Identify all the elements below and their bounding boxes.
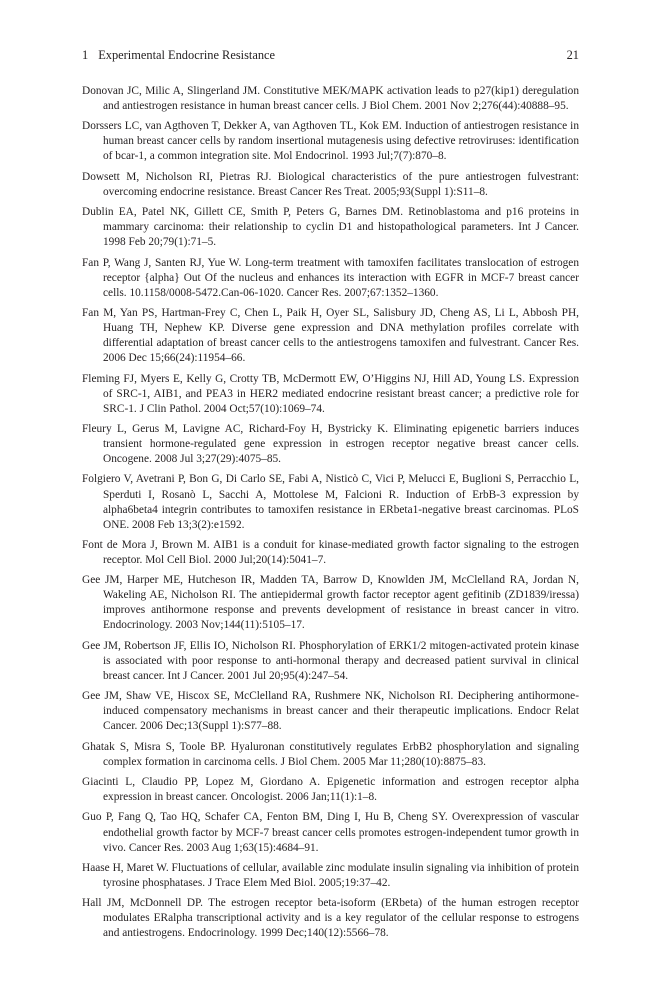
reference-item: Dorssers LC, van Agthoven T, Dekker A, van Agthoven TL, Kok EM. Induction of antiestrogen resistance in human breast cancer cells by random insertional mutagenesis using defective retroviruses: identification of bcar-1, a common integration site. Mol Endocrinol. 1993 Jul;7(7):870–8. [82, 120, 579, 163]
reference-item: Dublin EA, Patel NK, Gillett CE, Smith P, Peters G, Barnes DM. Retinoblastoma and p16 proteins in mammary carcinoma: their relationship to cyclin D1 and histopathological parameters. Int J Cancer. 1998 Feb 20;79(1):71–5. [82, 206, 579, 249]
reference-item: Fleming FJ, Myers E, Kelly G, Crotty TB, McDermott EW, O’Higgins NJ, Hill AD, Young LS. Expression of SRC-1, AIB1, and PEA3 in HER2 mediated endocrine resistant breast cancer; a predictive role for SRC-1. J Clin Pathol. 2004 Oct;57(10):1069–74. [82, 372, 579, 415]
reference-item: Ghatak S, Misra S, Toole BP. Hyaluronan constitutively regulates ErbB2 phosphorylation and signaling complex formation in carcinoma cells. J Biol Chem. 2005 Mar 11;280(10):8875–83. [82, 740, 579, 768]
reference-item: Folgiero V, Avetrani P, Bon G, Di Carlo SE, Fabi A, Nisticò C, Vici P, Melucci E, Buglioni S, Perracchio L, Sperduti I, Rosanò L, Sacchi A, Mottolese M, Falcioni R. Induction of ErbB-3 expression by alpha6beta4 integrin contributes to tamoxifen resistance in ERbeta1-negative breast carcinomas. PLoS ONE. 2008 Feb 13;3(2):e1592. [82, 473, 579, 531]
reference-list [82, 84, 579, 947]
running-head [82, 47, 579, 63]
reference-item: Donovan JC, Milic A, Slingerland JM. Constitutive MEK/MAPK activation leads to p27(kip1) deregulation and antiestrogen resistance in human breast cancer cells. J Biol Chem. 2001 Nov 2;276(44):40888–95. [82, 85, 579, 113]
reference-item: Hall JM, McDonnell DP. The estrogen receptor beta-isoform (ERbeta) of the human estrogen receptor modulates ERalpha transcriptional activity and is a key regulator of the cellular response to estrogens and antiestrogens. Endocrinology. 1999 Dec;140(12):5566–78. [82, 897, 579, 940]
page-number: 21 [566, 48, 579, 62]
reference-item: Gee JM, Harper ME, Hutcheson IR, Madden TA, Barrow D, Knowlden JM, McClelland RA, Jordan N, Wakeling AE, Nicholson RI. The antiepidermal growth factor receptor agent gefitinib (ZD1839/iressa) improves antihormone response and prevents development of resistance in breast cancer in vitro. Endocrinology. 2003 Nov;144(11):5105–17. [82, 574, 579, 632]
reference-item: Gee JM, Shaw VE, Hiscox SE, McClelland RA, Rushmere NK, Nicholson RI. Deciphering antihormone-induced compensatory mechanisms in breast cancer and their therapeutic implications. Endocr Relat Cancer. 2006 Dec;13(Suppl 1):S77–88. [82, 690, 579, 733]
reference-item: Haase H, Maret W. Fluctuations of cellular, available zinc modulate insulin signaling via inhibition of protein tyrosine phosphatases. J Trace Elem Med Biol. 2005;19:37–42. [82, 861, 579, 889]
reference-item: Guo P, Fang Q, Tao HQ, Schafer CA, Fenton BM, Ding I, Hu B, Cheng SY. Overexpression of vascular endothelial growth factor by MCF-7 breast cancer cells promotes estrogen-independent tumor growth in vivo. Cancer Res. 2003 Aug 1;63(15):4684–91. [82, 811, 579, 854]
reference-item: Giacinti L, Claudio PP, Lopez M, Giordano A. Epigenetic information and estrogen receptor alpha expression in breast cancer. Oncologist. 2006 Jan;11(1):1–8. [82, 776, 579, 804]
reference-item: Gee JM, Robertson JF, Ellis IO, Nicholson RI. Phosphorylation of ERK1/2 mitogen-activated protein kinase is associated with poor response to anti-hormonal therapy and decreased patient survival in clinical breast cancer. Int J Cancer. 2001 Jul 20;95(4):247–54. [82, 639, 579, 682]
chapter-title: Experimental Endocrine Resistance [98, 48, 276, 62]
chapter-heading [82, 47, 275, 63]
reference-item: Font de Mora J, Brown M. AIB1 is a conduit for kinase-mediated growth factor signaling to the estrogen receptor. Mol Cell Biol. 2000 Jul;20(14):5041–7. [82, 538, 579, 566]
reference-item: Fleury L, Gerus M, Lavigne AC, Richard-Foy H, Bystricky K. Eliminating epigenetic barriers induces transient hormone-regulated gene expression in estrogen receptor negative breast cancer cells. Oncogene. 2008 Jul 3;27(29):4075–85. [82, 423, 579, 466]
chapter-number: 1 [82, 48, 89, 62]
reference-item: Fan M, Yan PS, Hartman-Frey C, Chen L, Paik H, Oyer SL, Salisbury JD, Cheng AS, Li L, Abbosh PH, Huang TH, Nephew KP. Diverse gene expression and DNA methylation profiles correlate with differential adaptation of breast cancer cells to the antiestrogens tamoxifen and fulvestrant. Cancer Res. 2006 Dec 15;66(24):11954–66. [82, 307, 579, 365]
reference-item: Fan P, Wang J, Santen RJ, Yue W. Long-term treatment with tamoxifen facilitates translocation of estrogen receptor {alpha} Out Of the nucleus and enhances its interaction with EGFR in MCF-7 breast cancer cells. 10.1158/0008-5472.Can-06-1020. Cancer Res. 2007;67:1352–1360. [82, 256, 579, 299]
reference-item: Dowsett M, Nicholson RI, Pietras RJ. Biological characteristics of the pure antiestrogen fulvestrant: overcoming endocrine resistance. Breast Cancer Res Treat. 2005;93(Suppl 1):S11–8. [82, 170, 579, 198]
